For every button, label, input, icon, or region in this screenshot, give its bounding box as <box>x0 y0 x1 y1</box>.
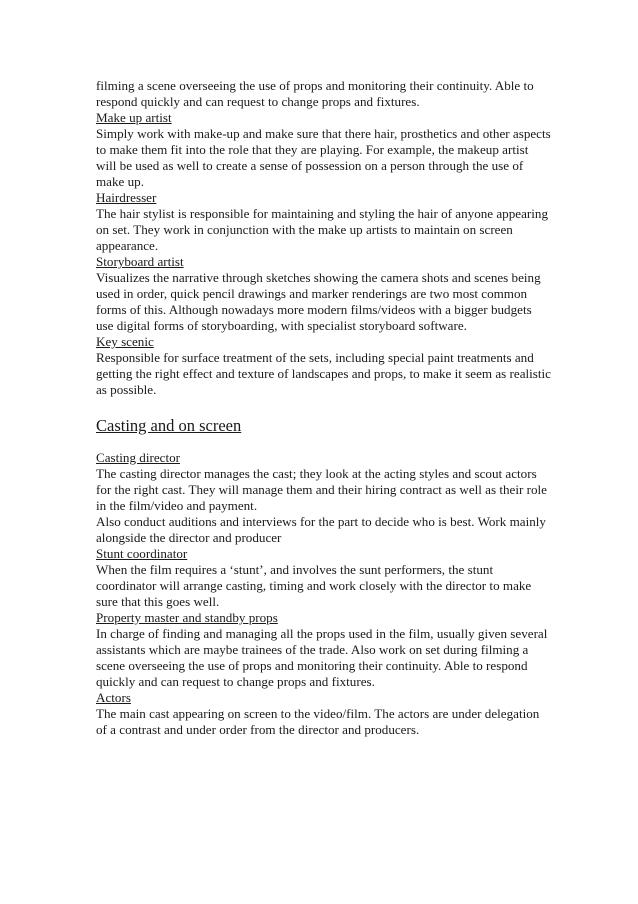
role-key-scenic <box>96 334 551 398</box>
role-description: The hair stylist is responsible for maintaining and styling the hair of anyone appearing on set. They work in conjunction with the make up artists to maintain on screen appearance. <box>96 206 548 253</box>
role-description: In charge of finding and managing all the props used in the film, usually given several assistants which are maybe trainees of the trade. Also work on set during filming a scene overseeing the use of props and monitoring their continuity. Able to respond quickly and can request to change props and fixtures. <box>96 626 548 689</box>
role-description: The main cast appearing on screen to the video/film. The actors are under delegation of a contrast and under order from the director and producers. <box>96 706 540 737</box>
role-description: Visualizes the narrative through sketches showing the camera shots and scenes being used in order, quick pencil drawings and marker renderings are two most common forms of this. Although nowadays more modern films/videos with a bigger budgets use digital forms of storyboarding, with specialist storyboard software. <box>96 270 541 333</box>
role-heading: Stunt coordinator <box>96 546 188 561</box>
role-description: The casting director manages the cast; they look at the acting styles and scout actors for the right cast. They will manage them and their hiring contract as well as their role in the film/video and payment. <box>96 466 547 513</box>
role-heading: Storyboard artist <box>96 254 184 269</box>
role-storyboard-artist <box>96 254 551 334</box>
role-heading: Property master and standby props <box>96 610 278 625</box>
role-property-master <box>96 610 551 690</box>
role-hairdresser <box>96 190 551 254</box>
intro-paragraph: filming a scene overseeing the use of props and monitoring their continuity. Able to respond quickly and can request to change props and fixtures. <box>96 78 534 109</box>
role-description: When the film requires a ‘stunt’, and involves the sunt performers, the stunt coordinator will arrange casting, timing and work closely with the director to make sure that this goes well. <box>96 562 532 609</box>
role-actors <box>96 690 551 738</box>
role-stunt-coordinator <box>96 546 551 610</box>
role-heading: Key scenic <box>96 334 154 349</box>
role-description-extra: Also conduct auditions and interviews for the part to decide who is best. Work mainly alongside the director and producer <box>96 514 546 545</box>
role-description: Simply work with make-up and make sure that there hair, prosthetics and other aspects to make them fit into the role that they are playing. For example, the makeup artist will be used as well to create a sense of possession on a person through the use of make up. <box>96 126 551 189</box>
role-heading: Make up artist <box>96 110 172 125</box>
role-description: Responsible for surface treatment of the sets, including special paint treatments and getting the right effect and texture of landscapes and props, to make it seem as realistic as possible. <box>96 350 551 397</box>
role-heading: Hairdresser <box>96 190 157 205</box>
role-heading: Actors <box>96 690 131 705</box>
role-heading: Casting director <box>96 450 180 465</box>
role-make-up-artist <box>96 110 551 190</box>
role-casting-director <box>96 450 551 546</box>
section-title: Casting and on screen <box>96 416 242 435</box>
document-page <box>96 78 551 738</box>
